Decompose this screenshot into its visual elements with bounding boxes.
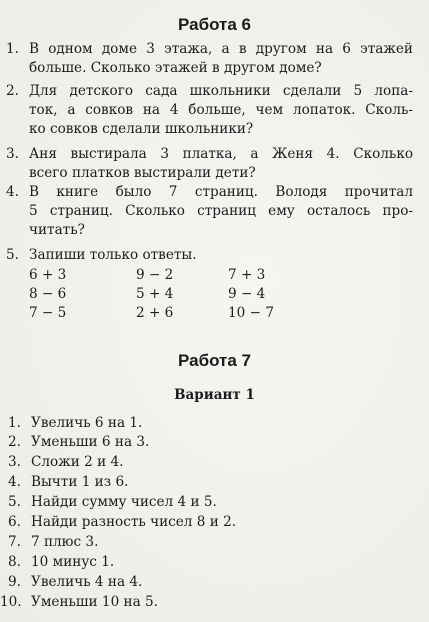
item-text: Найди сумму чисел 4 и 5.: [31, 494, 217, 510]
expression: 2 + 6: [136, 305, 174, 321]
expression: 5 + 4: [136, 286, 174, 302]
item-number: 8.: [8, 554, 21, 570]
item-text: Сложи 2 и 4.: [31, 454, 124, 470]
task-line: 5 страниц. Сколько страниц ему осталось про-: [29, 203, 413, 219]
task-line: больше. Сколько этажей в другом доме?: [29, 60, 322, 76]
item-number: 10.: [0, 594, 22, 610]
task-number: 3.: [6, 146, 19, 162]
item-number: 4.: [8, 474, 21, 490]
item-number: 1.: [8, 415, 21, 431]
item-text: Уменьши 6 на 3.: [31, 434, 150, 450]
work6-title: Работа 6: [178, 15, 251, 34]
task-number: 4.: [6, 184, 19, 200]
task-line: В книге было 7 страниц. Володя прочитал: [29, 184, 413, 200]
item-text: Увеличь 4 на 4.: [31, 574, 143, 590]
item-number: 6.: [8, 514, 21, 530]
task-line: Запиши только ответы.: [29, 247, 197, 263]
task-line: Аня выстирала 3 платка, а Женя 4. Сколько: [29, 146, 413, 162]
variant-title: Вариант 1: [174, 387, 255, 403]
expression: 7 − 5: [29, 305, 67, 321]
task-number: 1.: [6, 41, 19, 57]
expression: 8 − 6: [29, 286, 67, 302]
item-number: 7.: [8, 534, 21, 550]
task-number: 5.: [6, 247, 19, 263]
item-number: 3.: [8, 454, 21, 470]
expression: 7 + 3: [228, 267, 266, 283]
task-line: Для детского сада школьники сделали 5 лопа-: [29, 83, 413, 99]
item-number: 2.: [8, 434, 21, 450]
item-text: Увеличь 6 на 1.: [31, 415, 143, 431]
expression: 9 − 2: [136, 267, 174, 283]
task-line: всего платков выстирали дети?: [29, 165, 256, 181]
item-text: Найди разность чисел 8 и 2.: [31, 514, 237, 530]
item-text: Уменьши 10 на 5.: [31, 594, 158, 610]
item-number: 9.: [8, 574, 21, 590]
item-text: Вычти 1 из 6.: [31, 474, 129, 490]
task-number: 2.: [6, 83, 19, 99]
item-number: 5.: [8, 494, 21, 510]
task-line: ток, а совков на 4 больше, чем лопаток. Сколь-: [29, 102, 413, 118]
item-text: 10 минус 1.: [31, 554, 115, 570]
expression: 9 − 4: [228, 286, 266, 302]
item-text: 7 плюс 3.: [31, 534, 99, 550]
work7-title: Работа 7: [178, 351, 251, 370]
task-line: ко совков сделали школьники?: [29, 121, 254, 137]
expression: 10 − 7: [228, 305, 274, 321]
task-line: читать?: [29, 222, 85, 238]
task-line: В одном доме 3 этажа, а в другом на 6 этажей: [29, 41, 413, 57]
expression: 6 + 3: [29, 267, 67, 283]
